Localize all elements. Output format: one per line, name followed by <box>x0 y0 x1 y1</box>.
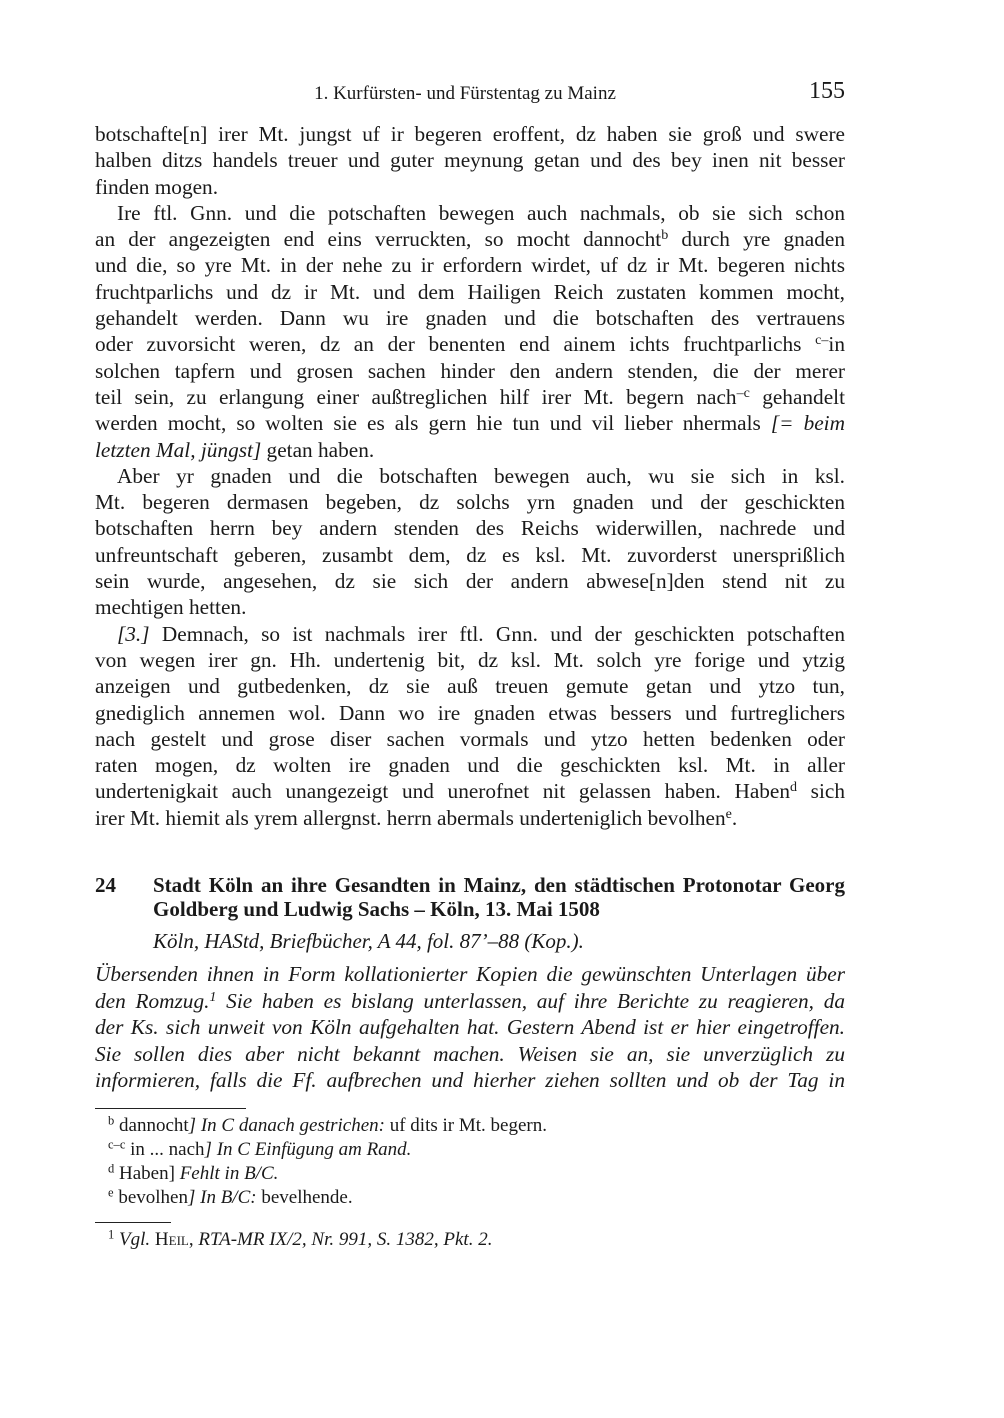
text-segment: sein wurde, angesehen, dz sie sich der andern abwese[n]den stend nit zu <box>95 569 845 594</box>
body-line <box>95 752 845 778</box>
textual-notes <box>108 1114 808 1210</box>
body-line <box>95 200 845 226</box>
body-line <box>95 121 845 147</box>
text-segment: Vgl. <box>114 1229 151 1250</box>
summary-line <box>95 961 845 988</box>
text-segment: fruchtparlichs und dz ir Mt. und dem Hailigen Reich zustaten kommen mocht, <box>95 279 845 304</box>
text-segment: sich <box>797 779 845 804</box>
body-line <box>95 174 845 200</box>
body-line <box>95 358 845 384</box>
text-segment: botschaften herrn bey andern stenden des Reichs widerwillen, nachrede und <box>95 516 845 541</box>
body-line <box>95 226 845 252</box>
title-line <box>153 898 845 922</box>
note-marker: d <box>790 779 798 796</box>
body-line <box>95 700 845 726</box>
text-segment: dannocht <box>114 1115 189 1136</box>
body-line <box>95 279 845 305</box>
body-line <box>95 673 845 699</box>
text-segment: getan haben. <box>261 437 375 462</box>
text-segment: bevelhende. <box>256 1187 353 1208</box>
textual-note <box>108 1138 808 1162</box>
document-number: 24 <box>95 873 116 897</box>
running-title: 1. Kurfürsten- und Fürstentag zu Mainz <box>314 83 616 104</box>
text-segment: Mt. begeren dermasen begeben, dz solchs yrn gnaden und der geschickten <box>95 490 845 515</box>
body-line <box>95 647 845 673</box>
summary-line <box>95 1041 845 1068</box>
body-line <box>95 515 845 541</box>
text-segment: undertenigkait auch unangezeigt und unerofnet nit gelassen haben. Haben <box>95 779 791 804</box>
text-segment: RTA-MR IX/2, Nr. 991, S. 1382, Pkt. 2. <box>198 1229 493 1250</box>
text-segment: Sie sollen dies aber nicht bekannt machen. Weisen sie an, sie unverzüglich zu <box>95 1041 845 1066</box>
text-segment: Fehlt in B/C. <box>179 1163 279 1184</box>
note-marker: c–c <box>108 1137 126 1152</box>
summary-line <box>95 1067 845 1094</box>
text-segment: Haben] <box>114 1163 180 1184</box>
note-marker: b <box>108 1113 115 1128</box>
body-line <box>95 778 845 804</box>
text-segment: solchen tapfern und grosen sachen hinder den andern stenden, die der merer <box>95 358 845 383</box>
text-segment: der Ks. sich unweit von Köln aufgehalten hat. Gestern Abend ist er hier eingetroffen. <box>95 1015 845 1040</box>
body-line <box>95 542 845 568</box>
text-segment: Goldberg und Ludwig Sachs – Köln, 13. Mai 1508 <box>153 896 600 921</box>
text-segment: letzten Mal, jüngst] <box>95 437 262 462</box>
body-line <box>95 437 845 463</box>
text-segment: [3.] <box>117 621 150 646</box>
note-marker: c– <box>815 332 829 349</box>
text-segment: und die, so yre Mt. in der nehe zu ir erfordern wirdet, uf dz ir Mt. begeren nichts <box>95 253 845 278</box>
text-segment: uf dits ir Mt. begern. <box>384 1115 547 1136</box>
text-segment: [= beim <box>770 411 845 436</box>
text-segment: Sie haben es bislang unterlassen, auf ihre Berichte zu reagieren, da <box>216 988 845 1013</box>
text-segment: informieren, falls die Ff. aufbrechen und hierher ziehen sollten und ob der Tag in <box>95 1068 845 1093</box>
summary-line <box>95 988 845 1015</box>
note-marker: –c <box>736 384 750 401</box>
textual-note <box>108 1162 808 1186</box>
text-segment: in <box>828 332 845 357</box>
textual-note <box>108 1186 808 1210</box>
footnotes <box>108 1228 808 1252</box>
body-line <box>95 384 845 410</box>
text-segment: , <box>188 1229 199 1250</box>
document-source: Köln, HAStd, Briefbücher, A 44, fol. 87’–88 (Kop.). <box>153 929 584 953</box>
body-line <box>95 621 845 647</box>
text-segment: oder zuvorsicht weren, dz an der benenten end ainem ichts fruchtparlichs <box>95 332 816 357</box>
text-segment: botschafte[n] irer Mt. jungst uf ir begeren eroffent, dz haben sie groß und swere <box>95 122 845 146</box>
notes-divider <box>95 1108 246 1109</box>
note-marker: 1 <box>209 988 217 1005</box>
text-segment: ] In B/C: <box>187 1187 257 1208</box>
text-segment: an der angezeigten end eins verruckten, so mocht dannocht <box>95 227 662 252</box>
text-segment: raten mogen, dz wolten ire gnaden und die geschickten ksl. Mt. in aller <box>95 753 845 778</box>
note-marker: 1 <box>108 1227 115 1242</box>
body-line <box>95 594 845 620</box>
body-line <box>95 147 845 173</box>
running-head <box>95 80 845 108</box>
text-segment: von wegen irer gn. Hh. undertenig bit, dz ksl. Mt. solch yre forige und ytzig <box>95 647 845 672</box>
footnotes-divider <box>95 1222 171 1223</box>
body-line <box>95 568 845 594</box>
footnote <box>108 1228 808 1252</box>
body-line <box>95 463 845 489</box>
text-segment: bevolhen <box>113 1187 188 1208</box>
body-line <box>95 331 845 357</box>
text-segment: irer Mt. hiemit als yrem allergnst. herrn abermals underteniglich bevolhen <box>95 805 726 830</box>
body-line <box>95 805 845 831</box>
title-line <box>153 874 845 898</box>
text-segment: in ... nach <box>125 1139 205 1160</box>
text-segment: finden mogen. <box>95 174 219 199</box>
note-marker: e <box>108 1185 114 1200</box>
text-segment: ] In C danach gestrichen: <box>188 1115 385 1136</box>
body-line <box>95 410 845 436</box>
text-segment: den Romzug. <box>95 988 210 1013</box>
note-marker: d <box>108 1161 115 1176</box>
text-segment: teil sein, zu erlangung einer außtreglichen hilf irer Mt. begern nach <box>95 384 737 409</box>
text-segment: gehandelt werden. Dann wu ire gnaden und die botschaften des vertrauens <box>95 306 845 331</box>
text-segment: Aber yr gnaden und die botschaften bewegen auch, wu sie sich in ksl. <box>117 463 845 488</box>
text-segment: werden mocht, so wolten sie es als gern hie tun und vil lieber nhermals <box>95 411 771 436</box>
page-number: 155 <box>809 78 845 104</box>
text-segment: Demnach, so ist nachmals irer ftl. Gnn. und der geschickten potschaften <box>149 621 845 646</box>
document-summary <box>95 961 845 1094</box>
text-segment: Übersenden ihnen in Form kollationierter Kopien die gewünschten Unterlagen über <box>95 962 845 986</box>
text-segment: Heil <box>154 1229 189 1250</box>
text-segment: halben ditzs handels treuer und guter meynung getan und des bey inen nit besser <box>95 148 845 173</box>
document-title <box>153 874 845 921</box>
body-line <box>95 252 845 278</box>
textual-note <box>108 1114 808 1138</box>
text-segment: mechtigen hetten. <box>95 595 247 620</box>
body-line <box>95 726 845 752</box>
text-segment: gnediglich annemen wol. Dann wo ire gnaden etwas bessers und furtreglichers <box>95 700 845 725</box>
body-line <box>95 489 845 515</box>
text-segment: anzeigen und gutbedenken, dz sie auß treuen gemute getan und ytzo tun, <box>95 674 845 699</box>
text-segment: . <box>731 805 738 830</box>
text-segment: durch yre gnaden <box>668 227 845 252</box>
note-marker: e <box>725 805 732 822</box>
text-segment: Ire ftl. Gnn. und die potschaften bewegen auch nachmals, ob sie sich schon <box>117 200 845 225</box>
body-line <box>95 305 845 331</box>
text-segment: ] In C Einfügung am Rand. <box>204 1139 412 1160</box>
text-segment: unfreuntschaft geberen, zusambt dem, dz es ksl. Mt. zuvorderst unersprißlich <box>95 542 845 567</box>
note-marker: b <box>661 227 669 244</box>
summary-line <box>95 1014 845 1041</box>
text-segment: nach gestelt und grose diser sachen vormals und ytzo hetten bedenken oder <box>95 726 845 751</box>
text-segment: gehandelt <box>749 384 845 409</box>
text-segment: Stadt Köln an ihre Gesandten in Mainz, den städtischen Protonotar Georg <box>153 873 845 897</box>
body-text <box>95 121 845 831</box>
